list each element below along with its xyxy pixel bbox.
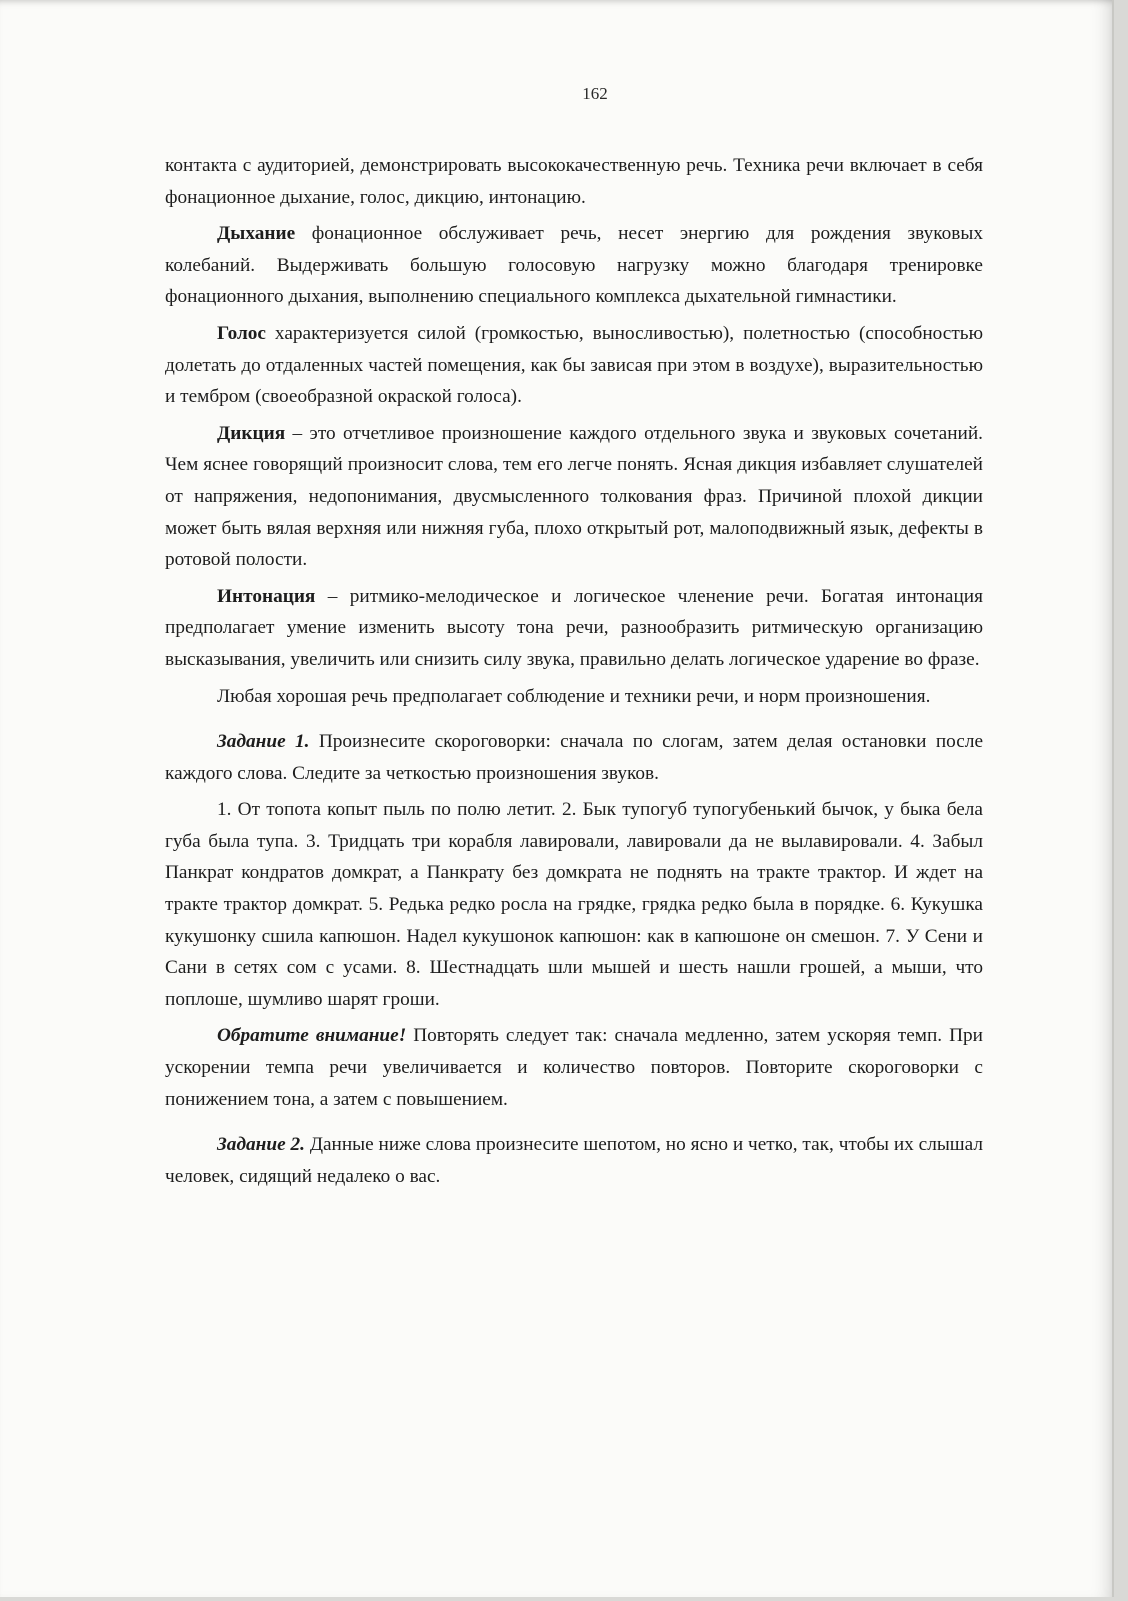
paragraph-tongue-twisters [165, 794, 983, 1015]
paragraph-breathing [165, 218, 983, 313]
paragraph-text: Произнесите скороговорки: сначала по слогам, затем делая остановки после каждого слова. Следите за четкостью произношения звуков. [165, 731, 984, 784]
paragraph-text: – это отчетливое произношение каждого отдельного звука и звуковых сочетаний. Чем яснее говорящий произносит слова, тем его легче понять. Ясная дикция избавляет слушателей от напряжения, недопонимания, двусмысленного толкования фраз. Причиной плохой дикции может быть вялая верхняя или нижняя губа, плохо открытый рот, малоподвижный язык, дефекты в ротовой полости. [165, 422, 983, 571]
paragraph-diction [165, 418, 983, 576]
paragraph-task-2 [165, 1129, 983, 1192]
paragraph-task-1 [165, 726, 983, 789]
term-voice: Голос [217, 322, 266, 344]
term-breathing: Дыхание [217, 223, 296, 245]
paragraph-text: Любая хорошая речь предполагает соблюдение и техники речи, и норм произношения. [217, 685, 931, 707]
task-label-1: Задание 1. [217, 731, 310, 753]
paragraph-text: характеризуется силой (громкостью, выносливостью), полетностью (способностью долетать до отдаленных частей помещения, как бы зависая при этом в воздухе), выразительностью и тембром (своеобразной окраской голоса). [165, 322, 983, 408]
term-diction: Дикция [217, 422, 286, 444]
term-intonation: Интонация [217, 585, 316, 607]
paragraph-text: Данные ниже слова произнесите шепотом, но ясно и четко, так, чтобы их слышал человек, сидящий недалеко о вас. [165, 1134, 983, 1187]
task-label-2: Задание 2. [217, 1134, 305, 1156]
page-number: 162 [582, 84, 608, 103]
paragraph-attention [165, 1020, 983, 1115]
paragraph-text: контакта с аудиторией, демонстрировать высококачественную речь. Техника речи включает в себя фонационное дыхание, голос, дикцию, интонацию. [165, 155, 983, 208]
paragraph-text: 1. От топота копыт пыль по полю летит. 2. Бык тупогуб тупогубенький бычок, у быка бела губа была тупа. 3. Тридцать три корабля лавировали, лавировали да не вылавировали. 4. Забыл Панкрат кондратов домкрат, а Панкрату без домкрата не поднять на тракте трактор. И ждет на тракте трактор домкрат. 5. Редька редко росла на грядке, грядка редко была в порядке. 6. Кукушка кукушонку сшила капюшон. Надел кукушонок капюшон: как в капюшоне он смешон. 7. У Сени и Сани в сетях сом с усами. 8. Шестнадцать шли мышей и шесть нашли грошей, а мыши, что поплоше, шумливо шарят гроши. [165, 799, 983, 1010]
paragraph-intro-continuation [165, 150, 983, 213]
paragraph-text: фонационное обслуживает речь, несет энергию для рождения звуковых колебаний. Выдерживать большую голосовую нагрузку можно благодаря тренировке фонационного дыхания, выполнению специального комплекса дыхательной гимнастики. [165, 223, 983, 308]
paragraph-intonation [165, 581, 983, 676]
page-body [165, 150, 983, 1192]
paragraph-text: Повторять следует так: сначала медленно, затем ускоряя темп. При ускорении темпа речи увеличивается и количество повторов. Повторите скороговорки с понижением тона, а затем с повышением. [165, 1025, 983, 1110]
paragraph-summary [165, 681, 983, 713]
paragraph-text: – ритмико-мелодическое и логическое членение речи. Богатая интонация предполагает умение изменить высоту тона речи, разнообразить ритмическую организацию высказывания, увеличить или снизить силу звука, правильно делать логическое ударение во фразе. [165, 585, 983, 670]
paragraph-voice [165, 318, 983, 413]
attention-label: Обратите внимание! [217, 1025, 407, 1047]
